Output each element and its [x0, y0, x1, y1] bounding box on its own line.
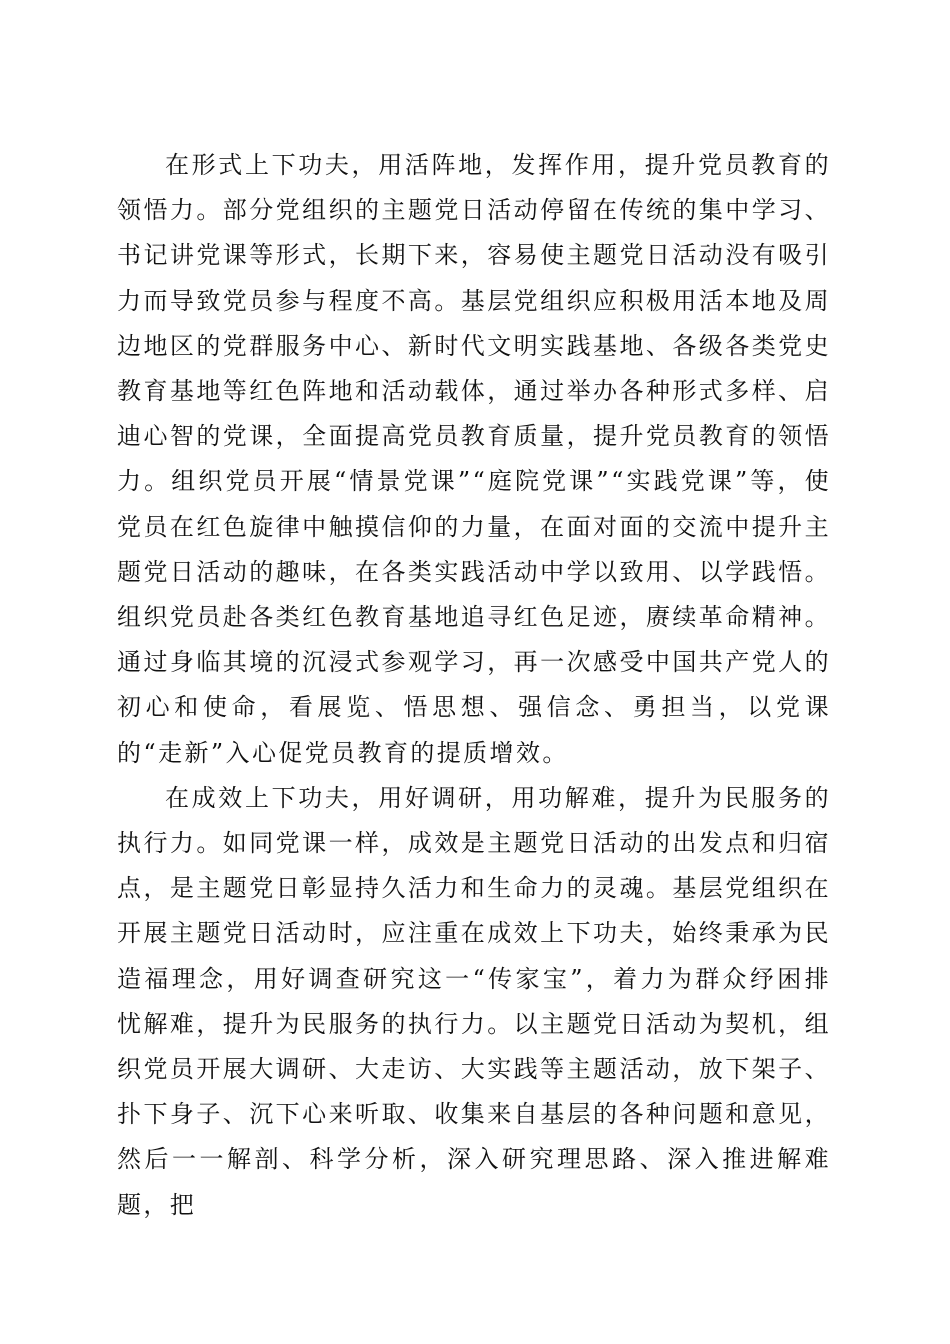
body-text [117, 143, 831, 1228]
paragraph-1: 在形式上下功夫，用活阵地，发挥作用，提升党员教育的领悟力。部分党组织的主题党日活动停留在传统的集中学习、书记讲党课等形式，长期下来，容易使主题党日活动没有吸引力而导致党员参与程度不高。基层党组织应积极用活本地及周边地区的党群服务中心、新时代文明实践基地、各级各类党史教育基地等红色阵地和活动载体，通过举办各种形式多样、启迪心智的党课，全面提高党员教育质量，提升党员教育的领悟力。组织党员开展“情景党课”“庭院党课”“实践党课”等，使党员在红色旋律中触摸信仰的力量，在面对面的交流中提升主题党日活动的趣味，在各类实践活动中学以致用、以学践悟。组织党员赴各类红色教育基地追寻红色足迹，赓续革命精神。通过身临其境的沉浸式参观学习，再一次感受中国共产党人的初心和使命，看展览、悟思想、强信念、勇担当，以党课的“走新”入心促党员教育的提质增效。 [117, 151, 831, 767]
paragraph-2: 在成效上下功夫，用好调研，用功解难，提升为民服务的执行力。如同党课一样，成效是主题党日活动的出发点和归宿点，是主题党日彰显持久活力和生命力的灵魂。基层党组织在开展主题党日活动时，应注重在成效上下功夫，始终秉承为民造福理念，用好调查研究这一“传家宝”，着力为群众纾困排忧解难，提升为民服务的执行力。以主题党日活动为契机，组织党员开展大调研、大走访、大实践等主题活动，放下架子、扑下身子、沉下心来听取、收集来自基层的各种问题和意见，然后一一解剖、科学分析，深入研究理思路、深入推进解难题，把 [117, 783, 831, 1219]
